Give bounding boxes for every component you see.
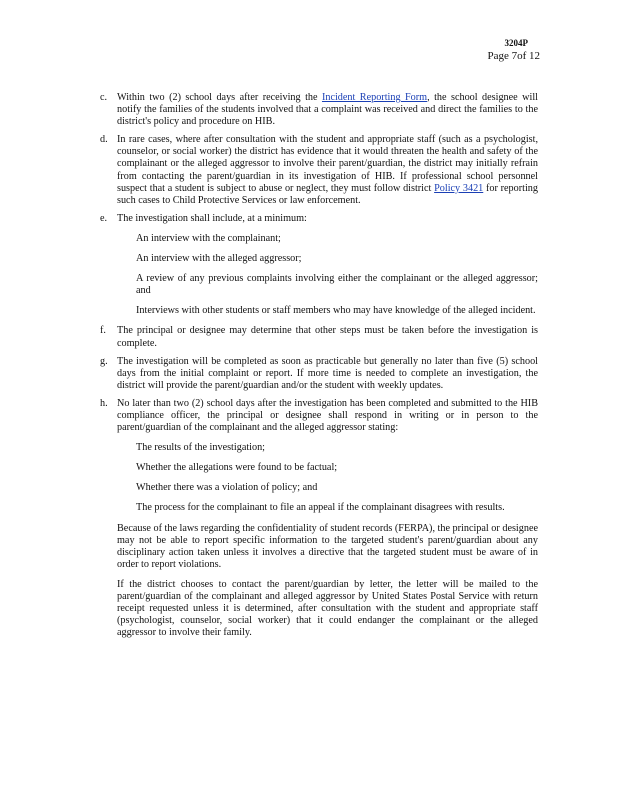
letter-paragraph: If the district chooses to contact the parent/guardian by letter, the letter will be mailed to the parent/guardian of the complainant and alleged aggressor by United States Postal Service with return receipt requested unless it is determined, after consultation with the student and appropriate staff (psychologist, counselor, social worker) that it could endanger the complainant or the alleged aggressor to involve their family.: [117, 578, 538, 639]
item-e: [100, 213, 538, 225]
ferpa-paragraph: Because of the laws regarding the confidentiality of student records (FERPA), the principal or designee may not be able to report specific information to the targeted student's parent/guardian about any disciplinary action taken unless it involves a directive that the targeted student must be aware of in order to report violations.: [117, 522, 538, 570]
incident-reporting-form-link[interactable]: Incident Reporting Form: [321, 92, 428, 103]
item-e-text: The investigation shall include, at a minimum:: [117, 212, 307, 224]
item-marker: f.: [100, 325, 106, 337]
item-c-text-2: , the school designee will notify the families of the students involved that a complaint was received and direct the families to the district's policy and procedure on HIB.: [117, 92, 538, 128]
investigation-requirements-list: [100, 233, 538, 317]
response-contents-list: [100, 442, 538, 514]
policy-3421-link[interactable]: Policy 3421: [434, 182, 484, 194]
item-marker: e.: [100, 212, 108, 224]
procedure-content: [100, 92, 538, 647]
document-code: 3204P: [504, 38, 528, 48]
item-d-text-2: for reporting such cases to Child Protective Services or law enforcement.: [117, 182, 538, 206]
list-item: The results of the investigation;: [136, 442, 266, 454]
page-number: Page 7of 12: [487, 50, 540, 62]
item-marker: c.: [100, 92, 108, 103]
item-c: [100, 92, 538, 128]
list-item: An interview with the complainant;: [136, 232, 281, 244]
item-d-text-1: In rare cases, where after consultation with the student and appropriate staff (such as a psychologist, counselor, or social worker) the district has evidence that it would threaten the health and safety of the complainant or the alleged aggressor to involve their parent/guardian, the district may initially refrain from contacting the parent/guardian in its investigation of HIB. If professional school personnel suspect that a student is subject to abuse or neglect, they must follow district: [117, 134, 538, 194]
item-marker: h.: [100, 397, 108, 409]
item-f-text: The principal or designee may determine that other steps must be taken before the investigation is complete.: [117, 325, 538, 349]
list-item: Whether the allegations were found to be factual;: [136, 462, 338, 474]
list-item: An interview with the alleged aggressor;: [136, 253, 302, 265]
item-marker: d.: [100, 134, 108, 146]
item-c-text-1: Within two (2) school days after receiving the: [117, 92, 322, 103]
list-item: Whether there was a violation of policy; and: [136, 482, 318, 494]
item-d: [100, 134, 538, 207]
list-item: Interviews with other students or staff members who may have knowledge of the alleged incident.: [136, 305, 536, 317]
item-g-text: The investigation will be completed as soon as practicable but generally no later than five (5) school days from the initial complaint or report. If more time is needed to complete an investigation, the district will provide the parent/guardian and/or the student with weekly updates.: [117, 355, 538, 391]
item-g: [100, 356, 538, 392]
list-item: The process for the complainant to file an appeal if the complainant disagrees with results.: [136, 502, 505, 514]
item-marker: g.: [100, 355, 108, 367]
list-item: A review of any previous complaints involving either the complainant or the alleged aggressor; and: [136, 273, 538, 297]
item-h-text: No later than two (2) school days after the investigation has been completed and submitted to the HIB compliance officer, the principal or designee shall respond in writing or in person to the parent/guardian of the complainant and the alleged aggressor stating:: [117, 397, 538, 434]
item-h: [100, 398, 538, 434]
item-f: [100, 325, 538, 349]
